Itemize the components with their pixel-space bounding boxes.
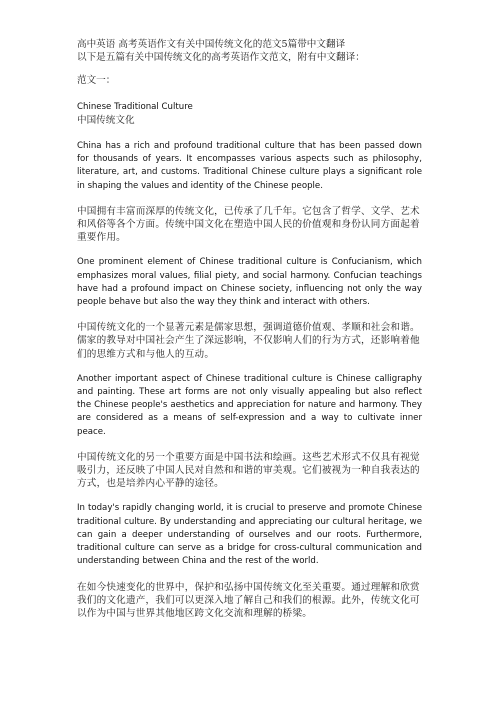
document-content (77, 38, 422, 632)
paragraph-en-4: In today's rapidly changing world, it is crucial to preserve and promote Chinese traditional culture. By understanding and appreciating our cultural heritage, we can gain a deeper understanding of ourselves and our roots. Furthermore, traditional culture can serve as a bridge for cross-cultural communication and understanding between China and the rest of the world. (77, 503, 422, 567)
paragraph-cn-2: 中国传统文化的一个显著元素是儒家思想，强调道德价值观、孝顺和社会和谐。儒家的教导对中国社会产生了深远影响，不仅影响人们的行为方式，还影响着他们的思维方式和与他人的互动。 (77, 322, 420, 360)
paragraph-en-3: Another important aspect of Chinese traditional culture is Chinese calligraphy and painting. These art forms are not only visually appealing but also reflect the Chinese people's aesthetics and appreciation for nature and harmony. They are considered as a means of self-expression and a way to cultivate inner peace. (77, 373, 422, 437)
header-intro: 以下是五篇有关中国传统文化的高考英语作文范文，附有中文翻译： (77, 52, 365, 64)
paragraph-cn-3: 中国传统文化的另一个重要方面是中国书法和绘画。这些艺术形式不仅具有视觉吸引力，还反映了中国人民对自然和和谐的审美观。它们被视为一种自我表达的方式，也是培养内心平静的途径。 (77, 451, 420, 490)
essay-title-block (77, 101, 422, 127)
section-label: 范文一： (77, 75, 116, 87)
paragraph-en-1: China has a rich and profound traditional culture that has been passed down for thousands of years. It encompasses various aspects such as philosophy, literature, art, and customs. Traditional Chinese culture plays a significant role in shaping the values and identity of the Chinese people. (77, 141, 422, 191)
paragraph-cn-4: 在如今快速变化的世界中，保护和弘扬中国传统文化至关重要。通过理解和欣赏我们的文化遗产，我们可以更深入地了解自己和我们的根源。此外，传统文化可以作为中国与世界其他地区跨文化交流和理解的桥梁。 (77, 581, 420, 619)
paragraph-cn-1: 中国拥有丰富而深厚的传统文化，已传承了几千年。它包含了哲学、文学、艺术和风俗等各个方面。传统中国文化在塑造中国人民的价值观和身份认同方面起着重要作用。 (77, 205, 420, 244)
essay-title-en: Chinese Traditional Culture (77, 101, 193, 112)
document-header (77, 38, 422, 64)
paragraph-en-2: One prominent element of Chinese traditional culture is Confucianism, which emphasizes moral values, filial piety, and social harmony. Confucian teachings have had a profound impact on Chinese society, influencing not only the way people behave but also the way they think and interact with others. (77, 257, 422, 308)
header-title: 高中英语 高考英语作文有关中国传统文化的范文5篇带中文翻译 (77, 39, 346, 50)
essay-title-cn: 中国传统文化 (77, 114, 135, 126)
